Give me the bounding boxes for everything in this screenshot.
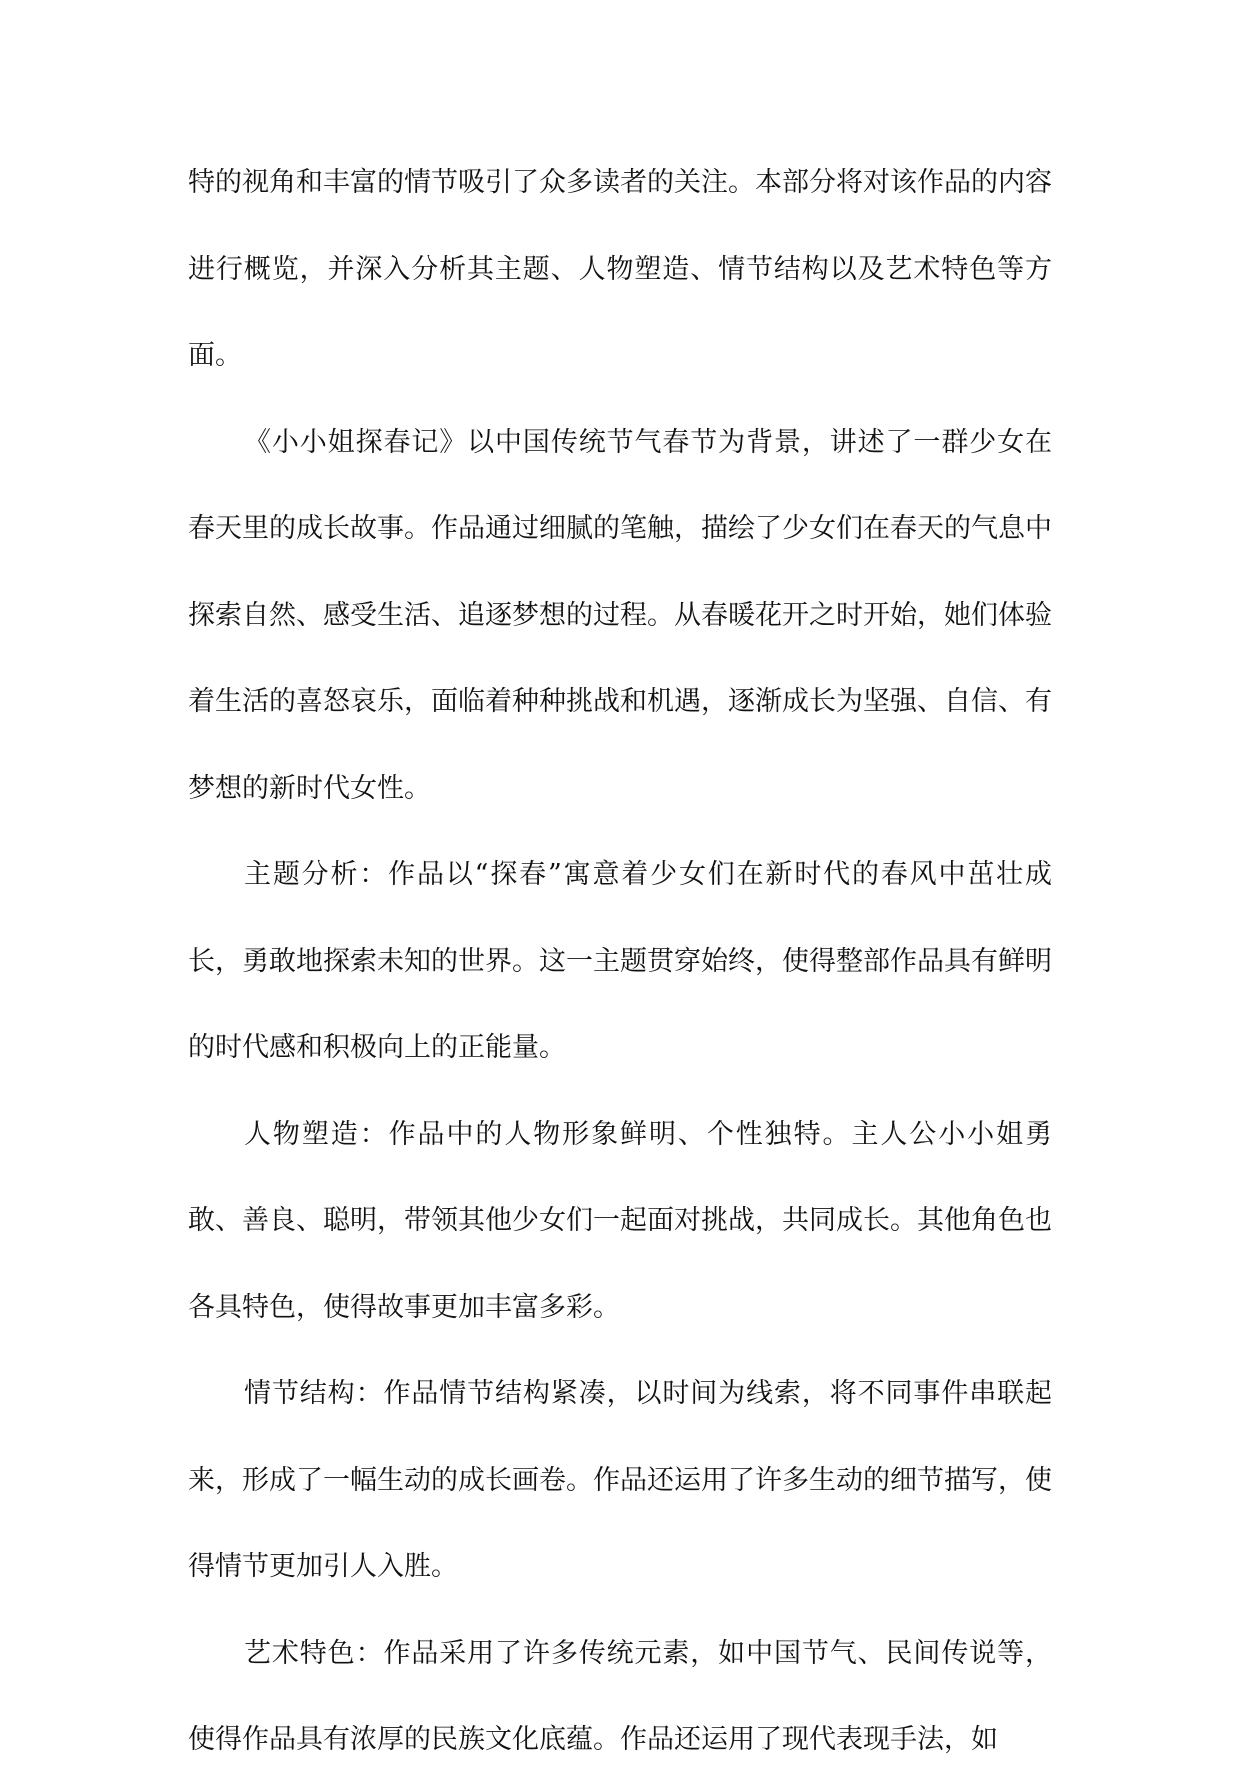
paragraph-artistic-features: 艺术特色：作品采用了许多传统元素，如中国节气、民间传说等，使得作品具有浓厚的民族文化底蕴。作品还运用了现代表现手法，如 — [188, 1637, 1052, 1755]
paragraph-theme-analysis: 主题分析：作品以“探春”寓意着少女们在新时代的春风中茁壮成长，勇敢地探索未知的世界。这一主题贯穿始终，使得整部作品具有鲜明的时代感和积极向上的正能量。 — [188, 859, 1052, 1063]
paragraph-plot-structure: 情节结构：作品情节结构紧凑，以时间为线索，将不同事件串联起来，形成了一幅生动的成长画卷。作品还运用了许多生动的细节描写，使得情节更加引人入胜。 — [188, 1378, 1052, 1582]
document-body — [188, 140, 1052, 1784]
paragraph-overview: 《小小姐探春记》以中国传统节气春节为背景，讲述了一群少女在春天里的成长故事。作品通过细腻的笔触，描绘了少女们在春天的气息中探索自然、感受生活、追逐梦想的过程。从春暖花开之时开始，她们体验着生活的喜怒哀乐，面临着种种挑战和机遇，逐渐成长为坚强、自信、有梦想的新时代女性。 — [188, 426, 1052, 804]
paragraph-characterization: 人物塑造：作品中的人物形象鲜明、个性独特。主人公小小姐勇敢、善良、聪明，带领其他少女们一起面对挑战，共同成长。其他角色也各具特色，使得故事更加丰富多彩。 — [188, 1118, 1052, 1323]
paragraph-intro-continued: 特的视角和丰富的情节吸引了众多读者的关注。本部分将对该作品的内容进行概览，并深入分析其主题、人物塑造、情节结构以及艺术特色等方面。 — [188, 167, 1052, 371]
